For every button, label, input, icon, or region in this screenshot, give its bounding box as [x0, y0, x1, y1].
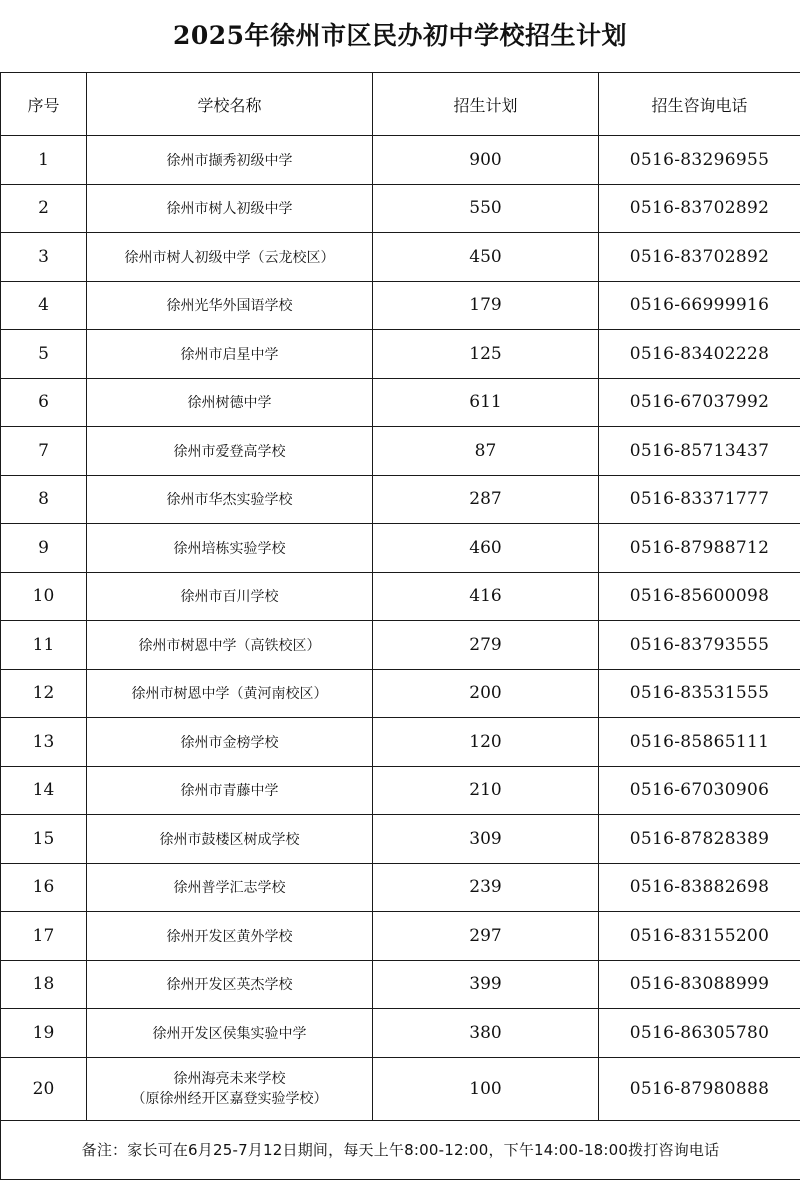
cell-seq: 12 — [1, 669, 87, 718]
cell-enrollment-plan: 179 — [373, 281, 599, 330]
cell-phone: 0516-67037992 — [599, 378, 800, 427]
cell-seq: 5 — [1, 330, 87, 379]
table-row — [1, 233, 800, 282]
cell-school-name: 徐州市华杰实验学校 — [87, 475, 373, 524]
cell-school-name: 徐州市树恩中学（高铁校区） — [87, 621, 373, 670]
cell-phone: 0516-86305780 — [599, 1009, 800, 1058]
cell-enrollment-plan: 100 — [373, 1057, 599, 1120]
cell-school-name: 徐州市鼓楼区树成学校 — [87, 815, 373, 864]
cell-phone: 0516-87988712 — [599, 524, 800, 573]
table-row — [1, 330, 800, 379]
cell-enrollment-plan: 200 — [373, 669, 599, 718]
cell-school-name: 徐州市青藤中学 — [87, 766, 373, 815]
cell-seq: 6 — [1, 378, 87, 427]
cell-seq: 15 — [1, 815, 87, 864]
cell-enrollment-plan: 287 — [373, 475, 599, 524]
cell-seq: 2 — [1, 184, 87, 233]
cell-seq: 9 — [1, 524, 87, 573]
cell-seq: 19 — [1, 1009, 87, 1058]
cell-school-name: 徐州开发区英杰学校 — [87, 960, 373, 1009]
cell-school-name: 徐州市树人初级中学 — [87, 184, 373, 233]
cell-enrollment-plan: 120 — [373, 718, 599, 767]
cell-phone: 0516-83882698 — [599, 863, 800, 912]
cell-school-name: 徐州光华外国语学校 — [87, 281, 373, 330]
cell-school-name: 徐州市爱登高学校 — [87, 427, 373, 476]
cell-enrollment-plan: 399 — [373, 960, 599, 1009]
table-row — [1, 524, 800, 573]
cell-phone: 0516-85865111 — [599, 718, 800, 767]
cell-seq: 3 — [1, 233, 87, 282]
cell-phone: 0516-87980888 — [599, 1057, 800, 1120]
cell-seq: 8 — [1, 475, 87, 524]
table-row — [1, 475, 800, 524]
note-text: 备注：家长可在6月25-7月12日期间，每天上午8:00-12:00，下午14:00-18:00拨打咨询电话 — [1, 1120, 800, 1179]
cell-enrollment-plan: 450 — [373, 233, 599, 282]
table-row — [1, 378, 800, 427]
table-row — [1, 572, 800, 621]
cell-phone: 0516-67030906 — [599, 766, 800, 815]
cell-phone: 0516-83793555 — [599, 621, 800, 670]
cell-enrollment-plan: 460 — [373, 524, 599, 573]
school-name-line: 徐州海亮未来学校 — [173, 1070, 286, 1087]
cell-school-name: 徐州市树人初级中学（云龙校区） — [87, 233, 373, 282]
cell-phone: 0516-85600098 — [599, 572, 800, 621]
table-row — [1, 669, 800, 718]
cell-school-name: 徐州市撷秀初级中学 — [87, 136, 373, 185]
cell-enrollment-plan: 239 — [373, 863, 599, 912]
table-row — [1, 960, 800, 1009]
cell-phone: 0516-83155200 — [599, 912, 800, 961]
cell-school-name: 徐州市百川学校 — [87, 572, 373, 621]
cell-phone: 0516-83702892 — [599, 184, 800, 233]
cell-school-name — [87, 1057, 373, 1120]
table-row — [1, 766, 800, 815]
cell-enrollment-plan: 380 — [373, 1009, 599, 1058]
cell-seq: 20 — [1, 1057, 87, 1120]
cell-phone: 0516-83702892 — [599, 233, 800, 282]
document-title: 2025年徐州市区民办初中学校招生计划 — [172, 21, 628, 50]
header-school-name: 学校名称 — [87, 73, 373, 136]
table-row — [1, 1057, 800, 1120]
cell-school-name: 徐州开发区黄外学校 — [87, 912, 373, 961]
cell-seq: 7 — [1, 427, 87, 476]
cell-phone: 0516-83531555 — [599, 669, 800, 718]
table-row — [1, 912, 800, 961]
cell-seq: 18 — [1, 960, 87, 1009]
cell-seq: 14 — [1, 766, 87, 815]
cell-enrollment-plan: 900 — [373, 136, 599, 185]
cell-enrollment-plan: 550 — [373, 184, 599, 233]
cell-phone: 0516-83402228 — [599, 330, 800, 379]
cell-enrollment-plan: 309 — [373, 815, 599, 864]
table-header-row — [1, 73, 800, 136]
cell-phone: 0516-83088999 — [599, 960, 800, 1009]
school-former-name-line: （原徐州经开区嘉登实验学校） — [131, 1090, 328, 1107]
table-row — [1, 815, 800, 864]
cell-school-name: 徐州市树恩中学（黄河南校区） — [87, 669, 373, 718]
cell-phone: 0516-87828389 — [599, 815, 800, 864]
cell-school-name: 徐州开发区侯集实验中学 — [87, 1009, 373, 1058]
cell-phone: 0516-83296955 — [599, 136, 800, 185]
cell-seq: 13 — [1, 718, 87, 767]
cell-enrollment-plan: 210 — [373, 766, 599, 815]
table-row — [1, 718, 800, 767]
table-row — [1, 1009, 800, 1058]
cell-school-name: 徐州普学汇志学校 — [87, 863, 373, 912]
table-row — [1, 427, 800, 476]
cell-phone: 0516-66999916 — [599, 281, 800, 330]
cell-seq: 4 — [1, 281, 87, 330]
cell-enrollment-plan: 87 — [373, 427, 599, 476]
table-row — [1, 863, 800, 912]
cell-seq: 10 — [1, 572, 87, 621]
table-body — [1, 136, 800, 1121]
table-row — [1, 184, 800, 233]
cell-enrollment-plan: 611 — [373, 378, 599, 427]
table-row — [1, 136, 800, 185]
table-row — [1, 281, 800, 330]
cell-school-name: 徐州树德中学 — [87, 378, 373, 427]
cell-school-name: 徐州市启星中学 — [87, 330, 373, 379]
header-phone: 招生咨询电话 — [599, 73, 800, 136]
table-row — [1, 621, 800, 670]
cell-school-name: 徐州培栋实验学校 — [87, 524, 373, 573]
header-seq: 序号 — [1, 73, 87, 136]
cell-seq: 11 — [1, 621, 87, 670]
note-row — [1, 1120, 800, 1179]
cell-enrollment-plan: 416 — [373, 572, 599, 621]
cell-seq: 1 — [1, 136, 87, 185]
cell-phone: 0516-83371777 — [599, 475, 800, 524]
header-enrollment-plan: 招生计划 — [373, 73, 599, 136]
cell-enrollment-plan: 297 — [373, 912, 599, 961]
cell-seq: 17 — [1, 912, 87, 961]
enrollment-plan-table — [0, 72, 800, 1180]
cell-enrollment-plan: 125 — [373, 330, 599, 379]
cell-phone: 0516-85713437 — [599, 427, 800, 476]
cell-enrollment-plan: 279 — [373, 621, 599, 670]
cell-school-name: 徐州市金榜学校 — [87, 718, 373, 767]
cell-seq: 16 — [1, 863, 87, 912]
